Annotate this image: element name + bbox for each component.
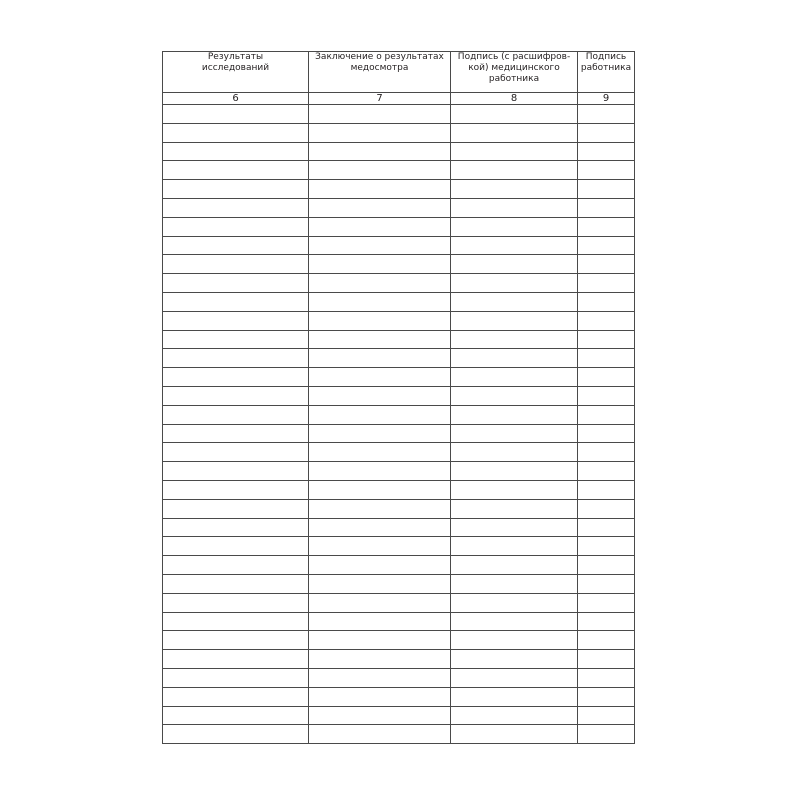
- form-cell[interactable]: [451, 725, 578, 744]
- form-cell[interactable]: [163, 631, 309, 650]
- form-cell[interactable]: [309, 105, 451, 124]
- form-cell[interactable]: [578, 499, 635, 518]
- form-cell[interactable]: [451, 386, 578, 405]
- form-cell[interactable]: [163, 650, 309, 669]
- form-cell[interactable]: [309, 123, 451, 142]
- form-cell[interactable]: [309, 480, 451, 499]
- table-row: [163, 311, 635, 330]
- table-row: [163, 255, 635, 274]
- form-cell[interactable]: [578, 518, 635, 537]
- form-cell[interactable]: [578, 725, 635, 744]
- form-cell[interactable]: [309, 706, 451, 725]
- form-cell[interactable]: [451, 443, 578, 462]
- table-row: [163, 612, 635, 631]
- table-row: [163, 593, 635, 612]
- form-cell[interactable]: [578, 687, 635, 706]
- form-cell[interactable]: [578, 706, 635, 725]
- form-cell[interactable]: [163, 499, 309, 518]
- form-cell[interactable]: [451, 424, 578, 443]
- form-cell[interactable]: [578, 161, 635, 180]
- form-cell[interactable]: [578, 180, 635, 199]
- form-cell[interactable]: [578, 292, 635, 311]
- form-cell[interactable]: [163, 368, 309, 387]
- column-number: 6: [163, 93, 309, 105]
- form-cell[interactable]: [578, 556, 635, 575]
- table-row: [163, 499, 635, 518]
- form-cell[interactable]: [309, 292, 451, 311]
- table-row: [163, 274, 635, 293]
- form-cell[interactable]: [163, 518, 309, 537]
- form-cell[interactable]: [451, 668, 578, 687]
- form-cell[interactable]: [451, 161, 578, 180]
- form-cell[interactable]: [578, 424, 635, 443]
- form-cell[interactable]: [578, 142, 635, 161]
- form-cell[interactable]: [451, 612, 578, 631]
- form-cell[interactable]: [451, 499, 578, 518]
- table-row: [163, 349, 635, 368]
- form-cell[interactable]: [309, 198, 451, 217]
- form-cell[interactable]: [163, 292, 309, 311]
- form-page: [162, 51, 634, 744]
- form-cell[interactable]: [163, 255, 309, 274]
- column-number: 9: [578, 93, 635, 105]
- form-cell[interactable]: [163, 349, 309, 368]
- form-cell[interactable]: [309, 574, 451, 593]
- form-cell[interactable]: [451, 198, 578, 217]
- form-cell[interactable]: [578, 443, 635, 462]
- form-cell[interactable]: [451, 274, 578, 293]
- form-cell[interactable]: [309, 142, 451, 161]
- table-row: [163, 198, 635, 217]
- form-cell[interactable]: [163, 556, 309, 575]
- medical-exam-register-table: [162, 51, 635, 744]
- form-cell[interactable]: [451, 311, 578, 330]
- form-cell[interactable]: [451, 480, 578, 499]
- form-cell[interactable]: [163, 480, 309, 499]
- table-row: [163, 668, 635, 687]
- table-row: [163, 180, 635, 199]
- form-cell[interactable]: [451, 368, 578, 387]
- form-cell[interactable]: [451, 349, 578, 368]
- table-row: [163, 462, 635, 481]
- form-cell[interactable]: [451, 292, 578, 311]
- form-cell[interactable]: [163, 424, 309, 443]
- form-cell[interactable]: [163, 105, 309, 124]
- form-cell[interactable]: [309, 217, 451, 236]
- form-cell[interactable]: [578, 236, 635, 255]
- form-cell[interactable]: [451, 236, 578, 255]
- form-cell[interactable]: [451, 330, 578, 349]
- form-cell[interactable]: [309, 368, 451, 387]
- table-row: [163, 556, 635, 575]
- form-cell[interactable]: [578, 668, 635, 687]
- table-row: [163, 424, 635, 443]
- form-cell[interactable]: [163, 142, 309, 161]
- table-row: [163, 537, 635, 556]
- form-cell[interactable]: [163, 537, 309, 556]
- form-cell[interactable]: [309, 668, 451, 687]
- column-number: 8: [451, 93, 578, 105]
- form-cell[interactable]: [578, 330, 635, 349]
- table-row: [163, 330, 635, 349]
- form-cell[interactable]: [163, 311, 309, 330]
- form-cell[interactable]: [309, 255, 451, 274]
- form-cell[interactable]: [309, 537, 451, 556]
- table-row: [163, 443, 635, 462]
- form-cell[interactable]: [578, 574, 635, 593]
- form-cell[interactable]: [451, 123, 578, 142]
- form-cell[interactable]: [163, 687, 309, 706]
- form-cell[interactable]: [309, 518, 451, 537]
- column-number-row: [163, 93, 635, 105]
- form-cell[interactable]: [451, 537, 578, 556]
- form-cell[interactable]: [309, 386, 451, 405]
- column-number: 7: [309, 93, 451, 105]
- form-cell[interactable]: [451, 217, 578, 236]
- form-cell[interactable]: [163, 180, 309, 199]
- form-cell[interactable]: [163, 386, 309, 405]
- table-row: [163, 574, 635, 593]
- table-row: [163, 480, 635, 499]
- form-cell[interactable]: [451, 574, 578, 593]
- form-cell[interactable]: [578, 311, 635, 330]
- form-cell[interactable]: [309, 462, 451, 481]
- form-cell[interactable]: [578, 349, 635, 368]
- form-cell[interactable]: [451, 462, 578, 481]
- form-cell[interactable]: [163, 161, 309, 180]
- form-cell[interactable]: [451, 105, 578, 124]
- table-row: [163, 105, 635, 124]
- form-cell[interactable]: [451, 706, 578, 725]
- form-cell[interactable]: [163, 668, 309, 687]
- form-cell[interactable]: [163, 405, 309, 424]
- form-body: [163, 105, 635, 744]
- table-row: [163, 292, 635, 311]
- form-cell[interactable]: [578, 198, 635, 217]
- form-cell[interactable]: [578, 650, 635, 669]
- form-cell[interactable]: [309, 687, 451, 706]
- form-cell[interactable]: [578, 480, 635, 499]
- table-row: [163, 650, 635, 669]
- form-cell[interactable]: [578, 105, 635, 124]
- form-cell[interactable]: [451, 518, 578, 537]
- form-cell[interactable]: [309, 443, 451, 462]
- form-cell[interactable]: [578, 631, 635, 650]
- form-cell[interactable]: [163, 217, 309, 236]
- form-cell[interactable]: [578, 612, 635, 631]
- form-cell[interactable]: [451, 650, 578, 669]
- form-cell[interactable]: [163, 612, 309, 631]
- form-cell[interactable]: [578, 368, 635, 387]
- form-cell[interactable]: [309, 161, 451, 180]
- form-cell[interactable]: [163, 330, 309, 349]
- table-row: [163, 123, 635, 142]
- table-row: [163, 217, 635, 236]
- form-cell[interactable]: [309, 405, 451, 424]
- column-header-medic-signature: Подпись (с расшифров- кой) медицинского работника: [451, 52, 578, 93]
- table-row: [163, 405, 635, 424]
- form-cell[interactable]: [163, 236, 309, 255]
- form-cell[interactable]: [451, 180, 578, 199]
- form-cell[interactable]: [578, 462, 635, 481]
- table-row: [163, 161, 635, 180]
- form-cell[interactable]: [578, 274, 635, 293]
- form-cell[interactable]: [451, 556, 578, 575]
- form-cell[interactable]: [309, 180, 451, 199]
- column-header-research-results: Результаты исследований: [163, 52, 309, 93]
- form-cell[interactable]: [163, 706, 309, 725]
- form-cell[interactable]: [451, 593, 578, 612]
- form-cell[interactable]: [309, 349, 451, 368]
- table-row: [163, 142, 635, 161]
- form-cell[interactable]: [451, 631, 578, 650]
- form-cell[interactable]: [309, 330, 451, 349]
- form-cell[interactable]: [309, 311, 451, 330]
- form-cell[interactable]: [163, 274, 309, 293]
- table-row: [163, 631, 635, 650]
- form-cell[interactable]: [309, 274, 451, 293]
- form-cell[interactable]: [451, 142, 578, 161]
- table-row: [163, 236, 635, 255]
- form-cell[interactable]: [309, 612, 451, 631]
- form-cell[interactable]: [578, 386, 635, 405]
- table-row: [163, 706, 635, 725]
- form-cell[interactable]: [309, 236, 451, 255]
- form-cell[interactable]: [309, 650, 451, 669]
- form-cell[interactable]: [163, 462, 309, 481]
- table-row: [163, 386, 635, 405]
- form-cell[interactable]: [451, 687, 578, 706]
- form-cell[interactable]: [578, 217, 635, 236]
- form-cell[interactable]: [578, 405, 635, 424]
- form-cell[interactable]: [578, 255, 635, 274]
- table-row: [163, 687, 635, 706]
- form-cell[interactable]: [163, 593, 309, 612]
- form-cell[interactable]: [451, 255, 578, 274]
- form-cell[interactable]: [309, 556, 451, 575]
- table-row: [163, 368, 635, 387]
- column-header-exam-conclusion: Заключение о результатах медосмотра: [309, 52, 451, 93]
- form-cell[interactable]: [163, 574, 309, 593]
- form-cell[interactable]: [578, 537, 635, 556]
- table-row: [163, 518, 635, 537]
- form-cell[interactable]: [451, 405, 578, 424]
- form-cell[interactable]: [578, 123, 635, 142]
- form-cell[interactable]: [163, 443, 309, 462]
- form-cell[interactable]: [309, 499, 451, 518]
- table-row: [163, 725, 635, 744]
- form-cell[interactable]: [578, 593, 635, 612]
- form-cell[interactable]: [163, 123, 309, 142]
- column-header-worker-signature: Подпись работника: [578, 52, 635, 93]
- header-row: [163, 52, 635, 93]
- form-cell[interactable]: [309, 593, 451, 612]
- form-cell[interactable]: [309, 424, 451, 443]
- form-cell[interactable]: [163, 198, 309, 217]
- form-cell[interactable]: [309, 725, 451, 744]
- form-cell[interactable]: [309, 631, 451, 650]
- form-cell[interactable]: [163, 725, 309, 744]
